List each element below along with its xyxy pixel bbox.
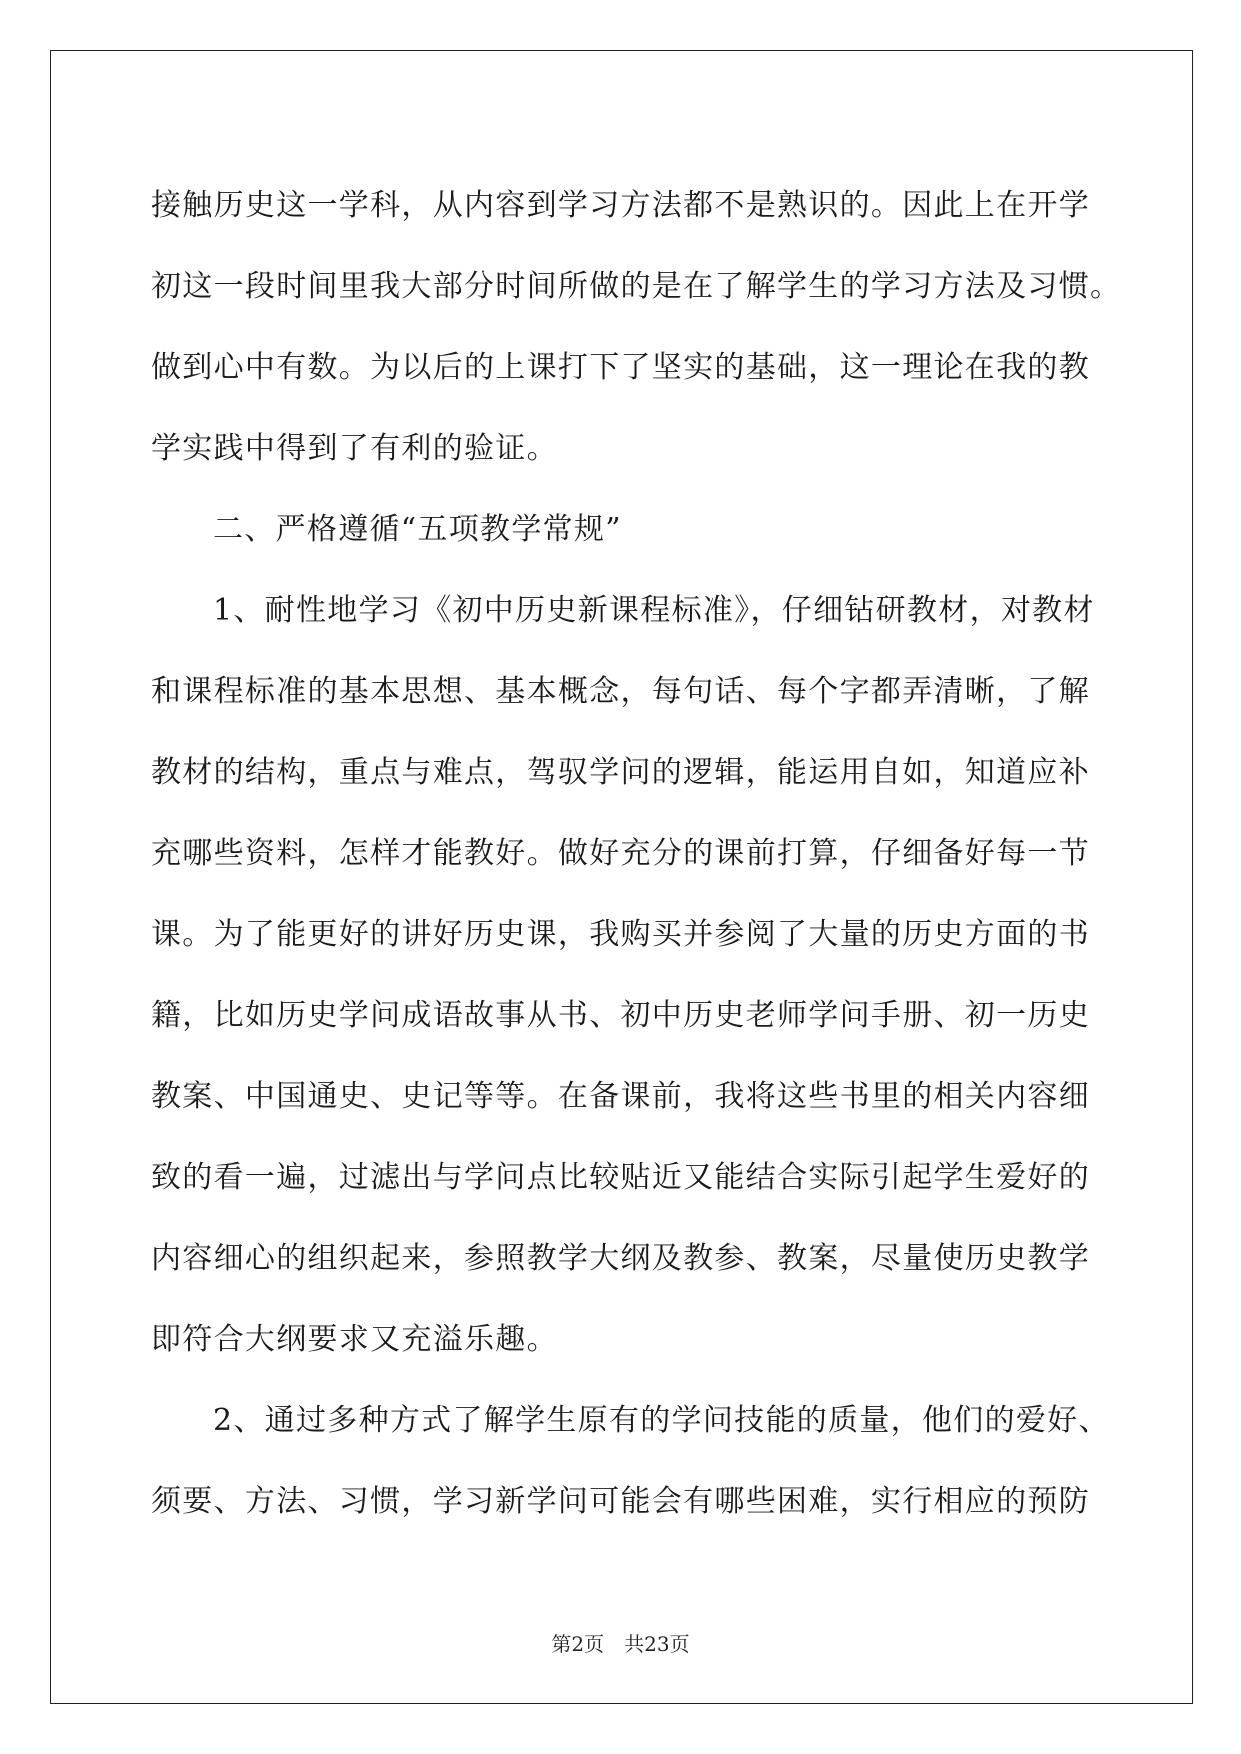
- section-heading: 二、严格遵循“五项教学常规”: [213, 512, 622, 547]
- text-line: 课。为了能更好的讲好历史课，我购买并参阅了大量的历史方面的书: [151, 917, 1090, 952]
- text-line: 籍，比如历史学问成语故事从书、初中历史老师学问手册、初一历史: [151, 998, 1090, 1033]
- text-line: 学实践中得到了有利的验证。: [151, 431, 558, 466]
- text-line: 教案、中国通史、史记等等。在备课前，我将这些书里的相关内容细: [151, 1079, 1090, 1114]
- text-line: 须要、方法、习惯，学习新学问可能会有哪些困难，实行相应的预防: [151, 1484, 1090, 1519]
- text-line: 和课程标准的基本思想、基本概念，每句话、每个字都弄清晰，了解: [151, 674, 1090, 709]
- text-line: 1、耐性地学习《初中历史新课程标准》，仔细钻研教材，对教材: [213, 593, 1095, 628]
- text-line: 初这一段时间里我大部分时间所做的是在了解学生的学习方法及习惯。: [151, 269, 1122, 304]
- text-line: 教材的结构，重点与难点，驾驭学问的逻辑，能运用自如，知道应补: [151, 755, 1090, 790]
- text-line: 内容细心的组织起来，参照教学大纲及教参、教案，尽量使历史教学: [151, 1241, 1090, 1276]
- text-line: 做到心中有数。为以后的上课打下了坚实的基础，这一理论在我的教: [151, 350, 1090, 385]
- text-line: 2、通过多种方式了解学生原有的学问技能的质量，他们的爱好、: [213, 1403, 1110, 1438]
- text-line: 即符合大纲要求又充溢乐趣。: [151, 1322, 558, 1357]
- page-number-footer: 第2页 共23页: [551, 1632, 690, 1656]
- text-line: 充哪些资料，怎样才能教好。做好充分的课前打算，仔细备好每一节: [151, 836, 1090, 871]
- text-line: 接触历史这一学科，从内容到学习方法都不是熟识的。因此上在开学: [151, 188, 1090, 223]
- document-body: [151, 165, 1122, 1542]
- text-line: 致的看一遍，过滤出与学问点比较贴近又能结合实际引起学生爱好的: [151, 1160, 1090, 1195]
